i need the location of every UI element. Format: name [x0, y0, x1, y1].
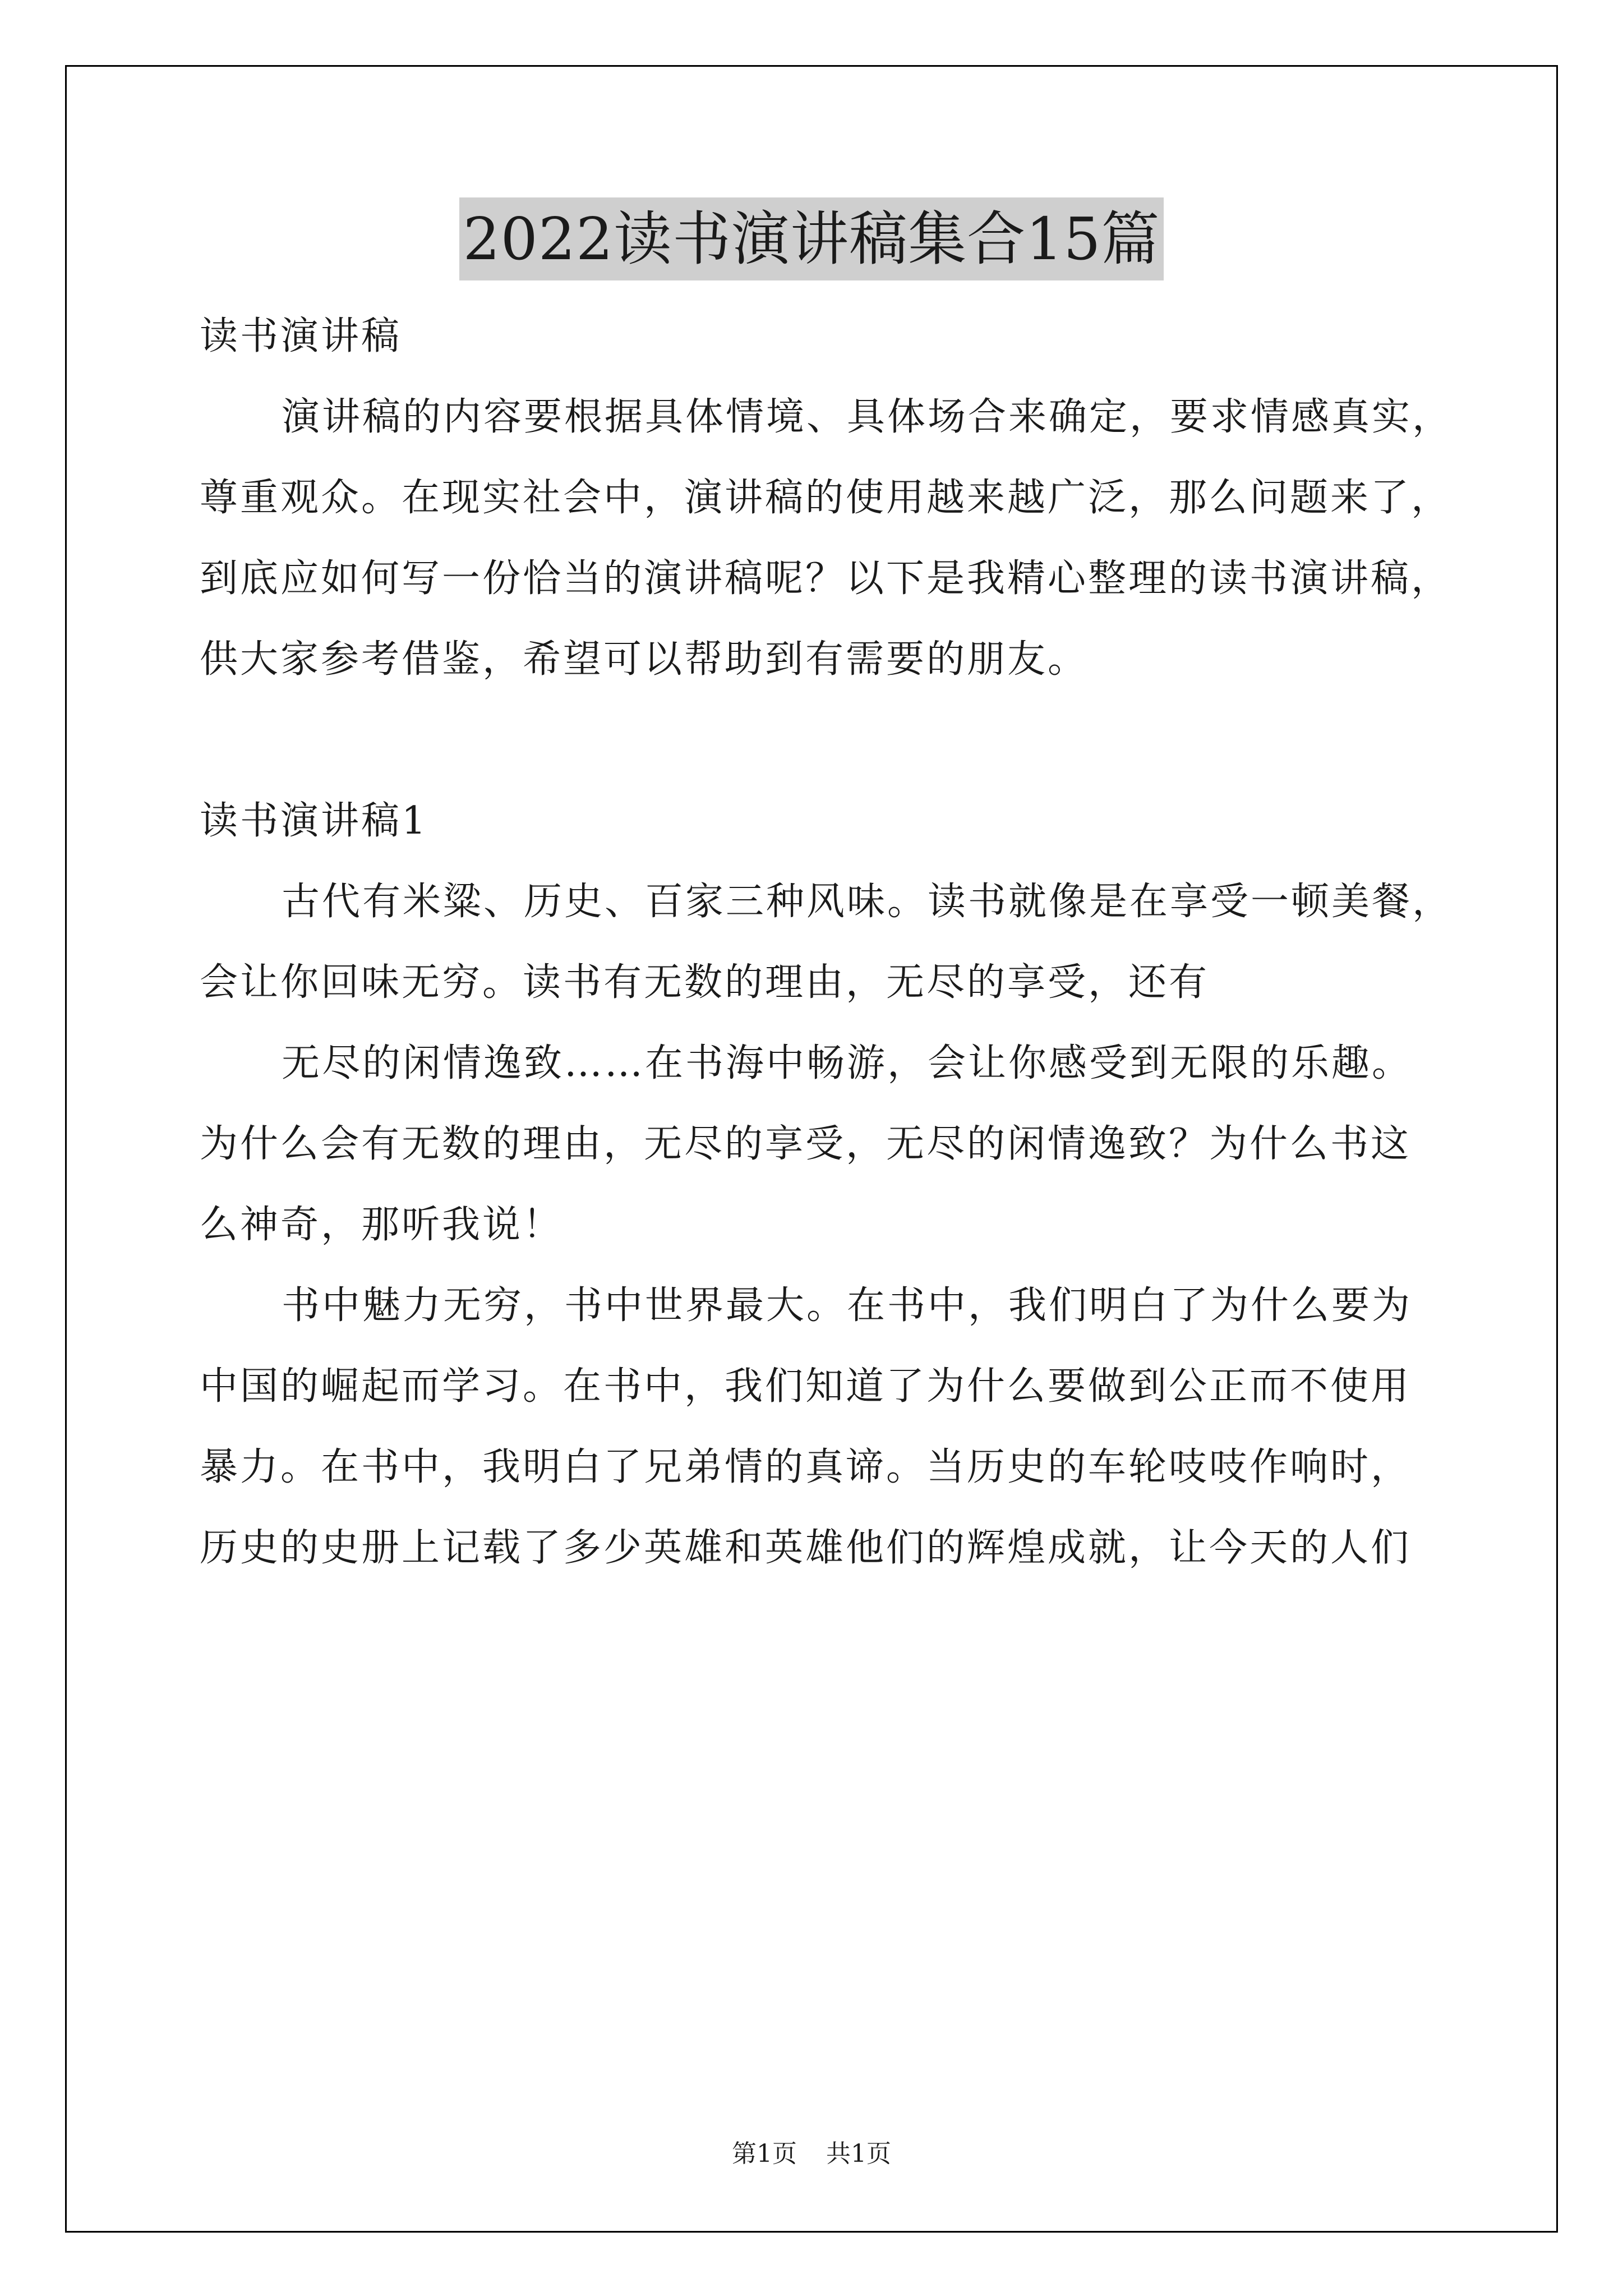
speech1-para3-line: 历史的史册上记载了多少英雄和英雄他们的辉煌成就，让今天的人们 [200, 1526, 1412, 1570]
speech1-para2-line: 无尽的闲情逸致……在书海中畅游，会让你感受到无限的乐趣。 [282, 1041, 1413, 1085]
intro-line: 演讲稿的内容要根据具体情境、具体场合来确定，要求情感真实， [282, 395, 1453, 439]
intro-line: 供大家参考借鉴，希望可以帮助到有需要的朋友。 [200, 637, 1089, 682]
speech1-para1-line: 古代有米粱、历史、百家三种风味。读书就像是在享受一顿美餐， [282, 880, 1453, 924]
page-number-current: 第1页 [732, 2139, 797, 2168]
intro-line: 到底应如何写一份恰当的演讲稿呢？以下是我精心整理的读书演讲稿， [200, 556, 1452, 601]
speech1-para3-line: 书中魅力无穷，书中世界最大。在书中，我们明白了为什么要为 [282, 1283, 1413, 1328]
document-body [200, 296, 1453, 1589]
speech1-para3-line: 暴力。在书中，我明白了兄弟情的真谛。当历史的车轮吱吱作响时， [200, 1445, 1412, 1489]
speech1-para2-line: 为什么会有无数的理由，无尽的享受，无尽的闲情逸致？为什么书这 [200, 1122, 1412, 1166]
paragraph-gap [200, 700, 1428, 781]
speech1-para3-line: 中国的崛起而学习。在书中，我们知道了为什么要做到公正而不使用 [200, 1364, 1412, 1409]
page-footer [0, 2137, 1623, 2171]
document-title: 2022读书演讲稿集合15篇 [459, 197, 1163, 280]
speech1-para2-line: 么神奇，那听我说！ [200, 1203, 564, 1247]
speech1-para1-line: 会让你回味无穷。读书有无数的理由，无尽的享受，还有 [200, 960, 1210, 1005]
intro-line: 尊重观众。在现实社会中，演讲稿的使用越来越广泛，那么问题来了， [200, 476, 1452, 520]
page-number-total: 共1页 [826, 2139, 891, 2168]
section-heading: 读书演讲稿 [200, 314, 402, 358]
speech1-heading: 读书演讲稿1 [200, 799, 428, 843]
title-container [0, 197, 1623, 280]
